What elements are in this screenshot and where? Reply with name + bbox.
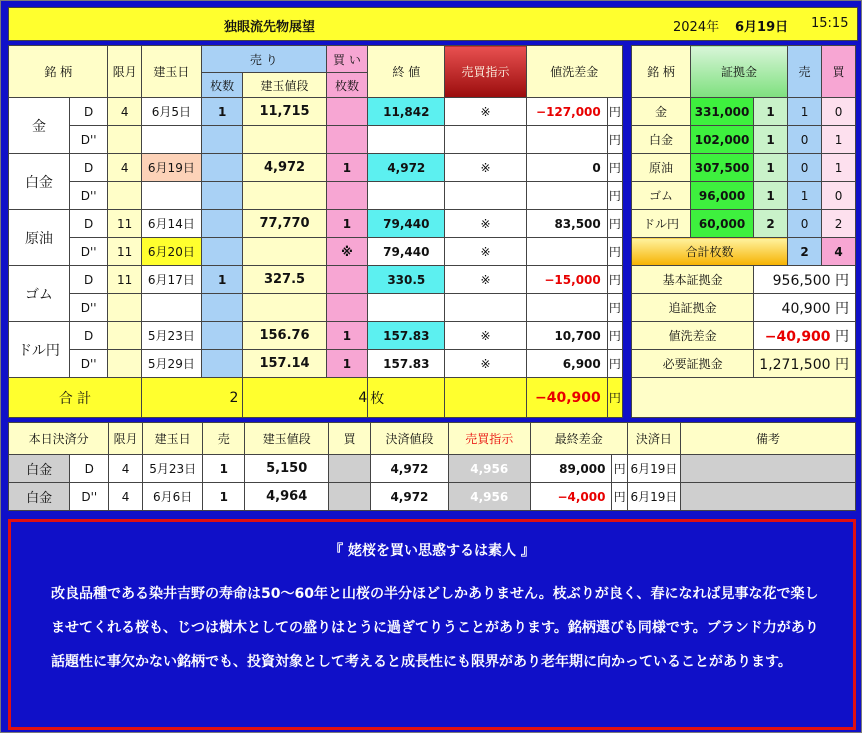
row-tatene <box>243 182 326 210</box>
row-kai-maisu <box>326 294 368 322</box>
side-row-name: ゴム <box>632 182 691 210</box>
settle-note <box>681 455 856 483</box>
settle-col-8: 最終差金 <box>530 423 627 455</box>
row-tatene: 4,972 <box>243 154 326 182</box>
row-gengetsu <box>108 182 141 210</box>
hitsuyo-yen: 円 <box>835 356 849 373</box>
row-owarine <box>368 126 445 154</box>
row-tateday <box>141 182 201 210</box>
row-name: ドル円 <box>9 322 70 378</box>
row-tateday: 5月23日 <box>141 322 201 350</box>
row-shiji: ※ <box>445 154 526 182</box>
row-uri-maisu <box>201 350 243 378</box>
tsuika-value: 40,900 <box>781 300 831 317</box>
side-row-kai: 0 <box>822 182 856 210</box>
hitsuyo-label: 必要証拠金 <box>632 350 754 378</box>
row-shiji <box>445 294 526 322</box>
hitsuyo-value: 1,271,500 <box>759 356 831 373</box>
row-type: D'' <box>69 182 108 210</box>
settle-col-10: 備考 <box>681 423 856 455</box>
row-tateday: 6月17日 <box>141 266 201 294</box>
total-yen: 円 <box>607 378 622 418</box>
row-tatene: 327.5 <box>243 266 326 294</box>
row-tateday: 6月14日 <box>141 210 201 238</box>
total-label: 合 計 <box>9 378 142 418</box>
settle-col-5: 買 <box>329 423 371 455</box>
row-yen: 円 <box>607 294 622 322</box>
side-row-kai: 1 <box>822 154 856 182</box>
row-uri-maisu <box>201 210 243 238</box>
col-tatene: 建玉値段 <box>243 73 326 98</box>
row-shiji <box>445 126 526 154</box>
nesa-yen: 円 <box>835 328 849 345</box>
row-tateday: 6月5日 <box>141 98 201 126</box>
row-nesa: 83,500 <box>526 210 607 238</box>
row-type: D <box>69 322 108 350</box>
row-nesa: −127,000 <box>526 98 607 126</box>
row-uri-maisu <box>201 294 243 322</box>
row-name: 原油 <box>9 210 70 266</box>
row-nesa <box>526 294 607 322</box>
row-tateday: 6月19日 <box>141 154 201 182</box>
side-row-amount: 102,000 <box>690 126 753 154</box>
row-gengetsu <box>108 322 141 350</box>
side-col-meigara: 銘 柄 <box>632 46 691 98</box>
row-nesa <box>526 238 607 266</box>
row-kai-maisu <box>326 266 368 294</box>
row-kai-maisu: 1 <box>326 210 368 238</box>
row-type: D'' <box>69 126 108 154</box>
row-uri-maisu <box>201 154 243 182</box>
nesa-value: −40,900 <box>764 328 831 345</box>
row-nesa: 10,700 <box>526 322 607 350</box>
row-kai-maisu <box>326 98 368 126</box>
row-yen: 円 <box>607 322 622 350</box>
row-nesa: 6,900 <box>526 350 607 378</box>
settle-tateday: 5月23日 <box>142 455 202 483</box>
row-kai-maisu: 1 <box>326 154 368 182</box>
row-type: D'' <box>69 238 108 266</box>
kihon-value: 956,500 <box>772 272 831 289</box>
row-type: D'' <box>69 350 108 378</box>
settle-date: 6月19日 <box>627 483 680 511</box>
settle-name: 白金 <box>9 455 70 483</box>
total-value: −40,900 <box>526 378 607 418</box>
side-blank <box>632 378 856 418</box>
row-nesa: −15,000 <box>526 266 607 294</box>
settle-value: 89,000 <box>530 455 612 483</box>
message-body: 改良品種である染井吉野の寿命は50〜60年と山桜の半分ほどしかありません。枝ぶりが良く、春になれば見事な花で楽しませてくれる桜も、じつは樹木としての盛りはとうに過ぎてりうことがあります。銘柄選びも同様です。ブランド力があり話題性に事欠かない銘柄でも、投資対象として考えると成長性にも限界があり老年期に向かっていることがあります。 <box>51 586 819 670</box>
row-yen: 円 <box>607 154 622 182</box>
row-yen: 円 <box>607 238 622 266</box>
side-total-uri: 2 <box>788 238 822 266</box>
kihon-label: 基本証拠金 <box>632 266 754 294</box>
settle-kai <box>329 455 371 483</box>
side-total-kai: 4 <box>822 238 856 266</box>
side-row-name: ドル円 <box>632 210 691 238</box>
side-row-amount: 307,500 <box>690 154 753 182</box>
col-kai: 買 い <box>326 46 368 73</box>
settle-price: 4,972 <box>371 455 449 483</box>
margin-table <box>631 45 856 418</box>
row-owarine: 330.5 <box>368 266 445 294</box>
side-row-count: 1 <box>754 154 788 182</box>
row-tatene: 77,770 <box>243 210 326 238</box>
row-uri-maisu: 1 <box>201 266 243 294</box>
positions-table <box>8 45 623 418</box>
row-owarine <box>368 182 445 210</box>
settle-col-9: 決済日 <box>627 423 680 455</box>
row-shiji: ※ <box>445 98 526 126</box>
row-nesa <box>526 182 607 210</box>
side-row-name: 白金 <box>632 126 691 154</box>
settle-note <box>681 483 856 511</box>
settle-shiji: 4,956 <box>448 483 530 511</box>
side-row-uri: 1 <box>788 98 822 126</box>
side-col-uri: 売 <box>788 46 822 98</box>
row-uri-maisu <box>201 238 243 266</box>
page-title: 独眼流先物展望 <box>224 20 316 35</box>
row-shiji: ※ <box>445 322 526 350</box>
year-label: 2024年 <box>673 20 720 35</box>
settle-gengetsu: 4 <box>109 483 143 511</box>
row-type: D <box>69 210 108 238</box>
settle-uri: 1 <box>203 455 245 483</box>
settle-uri: 1 <box>203 483 245 511</box>
total-kai: 4 <box>243 378 368 418</box>
row-type: D <box>69 266 108 294</box>
col-uri-maisu: 枚数 <box>201 73 243 98</box>
row-gengetsu: 4 <box>108 154 141 182</box>
col-meigara: 銘 柄 <box>9 46 108 98</box>
row-name: 金 <box>9 98 70 154</box>
row-nesa: 0 <box>526 154 607 182</box>
settle-shiji: 4,956 <box>448 455 530 483</box>
row-gengetsu <box>108 294 141 322</box>
row-owarine <box>368 294 445 322</box>
row-owarine: 11,842 <box>368 98 445 126</box>
side-row-amount: 96,000 <box>690 182 753 210</box>
side-row-amount: 60,000 <box>690 210 753 238</box>
row-tatene: 157.14 <box>243 350 326 378</box>
side-row-name: 金 <box>632 98 691 126</box>
row-tateday <box>141 294 201 322</box>
row-name: 白金 <box>9 154 70 210</box>
side-col-shokokin: 証拠金 <box>690 46 787 98</box>
side-row-amount: 331,000 <box>690 98 753 126</box>
settle-tateday: 6月6日 <box>142 483 202 511</box>
row-yen: 円 <box>607 98 622 126</box>
row-nesa <box>526 126 607 154</box>
settle-type: D <box>70 455 109 483</box>
side-row-kai: 0 <box>822 98 856 126</box>
col-gengetsu: 限月 <box>108 46 141 98</box>
row-yen: 円 <box>607 266 622 294</box>
row-type: D <box>69 154 108 182</box>
side-total-label: 合計枚数 <box>632 238 788 266</box>
settle-kai <box>329 483 371 511</box>
row-tatene <box>243 126 326 154</box>
row-uri-maisu <box>201 126 243 154</box>
side-col-kai: 買 <box>822 46 856 98</box>
side-row-kai: 2 <box>822 210 856 238</box>
row-shiji: ※ <box>445 350 526 378</box>
settle-col-2: 建玉日 <box>142 423 202 455</box>
time-label: 15:15 <box>811 16 849 31</box>
settle-tatene: 5,150 <box>245 455 329 483</box>
row-shiji: ※ <box>445 210 526 238</box>
row-owarine: 157.83 <box>368 350 445 378</box>
row-shiji: ※ <box>445 238 526 266</box>
col-kai-maisu: 枚数 <box>326 73 368 98</box>
settle-date: 6月19日 <box>627 455 680 483</box>
side-row-count: 1 <box>754 98 788 126</box>
col-owarine: 終 値 <box>368 46 445 98</box>
col-tateday: 建玉日 <box>141 46 201 98</box>
row-owarine: 4,972 <box>368 154 445 182</box>
settle-price: 4,972 <box>371 483 449 511</box>
row-owarine: 79,440 <box>368 210 445 238</box>
side-row-count: 2 <box>754 210 788 238</box>
col-nesa: 値洗差金 <box>526 46 622 98</box>
row-tateday: 5月29日 <box>141 350 201 378</box>
tsuika-label: 追証拠金 <box>632 294 754 322</box>
row-shiji <box>445 182 526 210</box>
row-gengetsu: 11 <box>108 266 141 294</box>
row-type: D'' <box>69 294 108 322</box>
row-uri-maisu: 1 <box>201 98 243 126</box>
settle-col-0: 本日決済分 <box>9 423 109 455</box>
col-uri: 売 り <box>201 46 326 73</box>
row-yen: 円 <box>607 210 622 238</box>
row-yen: 円 <box>607 350 622 378</box>
row-gengetsu <box>108 350 141 378</box>
message-box <box>8 519 856 730</box>
total-blank <box>445 378 526 418</box>
settle-yen: 円 <box>612 483 627 511</box>
row-yen: 円 <box>607 126 622 154</box>
side-row-kai: 1 <box>822 126 856 154</box>
settle-gengetsu: 4 <box>109 455 143 483</box>
row-kai-maisu: 1 <box>326 350 368 378</box>
row-gengetsu: 11 <box>108 210 141 238</box>
row-tatene: 156.76 <box>243 322 326 350</box>
settlement-table <box>8 422 856 511</box>
settle-col-3: 売 <box>203 423 245 455</box>
message-heading: 『 姥桜を買い思惑するは素人 』 <box>329 543 535 559</box>
nesa-label: 値洗差金 <box>632 322 754 350</box>
settle-col-4: 建玉値段 <box>245 423 329 455</box>
row-shiji: ※ <box>445 266 526 294</box>
settle-type: D'' <box>70 483 109 511</box>
row-uri-maisu <box>201 322 243 350</box>
row-tatene: 11,715 <box>243 98 326 126</box>
settle-value: −4,000 <box>530 483 612 511</box>
tsuika-yen: 円 <box>835 300 849 317</box>
col-shiji: 売買指示 <box>445 46 526 98</box>
side-row-name: 原油 <box>632 154 691 182</box>
row-name: ゴム <box>9 266 70 322</box>
side-row-count: 1 <box>754 126 788 154</box>
kihon-yen: 円 <box>835 272 849 289</box>
row-owarine: 157.83 <box>368 322 445 350</box>
row-owarine: 79,440 <box>368 238 445 266</box>
row-tatene <box>243 294 326 322</box>
row-gengetsu <box>108 126 141 154</box>
row-yen: 円 <box>607 182 622 210</box>
total-uri: 2 <box>141 378 242 418</box>
settle-yen: 円 <box>612 455 627 483</box>
date-label: 6月19日 <box>735 20 789 35</box>
side-row-uri: 0 <box>788 210 822 238</box>
row-type: D <box>69 98 108 126</box>
side-row-count: 1 <box>754 182 788 210</box>
row-kai-maisu <box>326 182 368 210</box>
row-kai-maisu <box>326 126 368 154</box>
row-uri-maisu <box>201 182 243 210</box>
settle-name: 白金 <box>9 483 70 511</box>
row-kai-maisu: ※ <box>326 238 368 266</box>
row-gengetsu: 4 <box>108 98 141 126</box>
side-row-uri: 0 <box>788 154 822 182</box>
title-bar <box>8 7 858 41</box>
settle-col-6: 決済値段 <box>371 423 449 455</box>
row-tatene <box>243 238 326 266</box>
settle-col-7: 売買指示 <box>448 423 530 455</box>
side-row-uri: 0 <box>788 126 822 154</box>
row-tateday: 6月20日 <box>141 238 201 266</box>
settle-col-1: 限月 <box>109 423 143 455</box>
row-tateday <box>141 126 201 154</box>
total-unit: 枚 <box>368 378 445 418</box>
side-row-uri: 1 <box>788 182 822 210</box>
row-gengetsu: 11 <box>108 238 141 266</box>
row-kai-maisu: 1 <box>326 322 368 350</box>
settle-tatene: 4,964 <box>245 483 329 511</box>
